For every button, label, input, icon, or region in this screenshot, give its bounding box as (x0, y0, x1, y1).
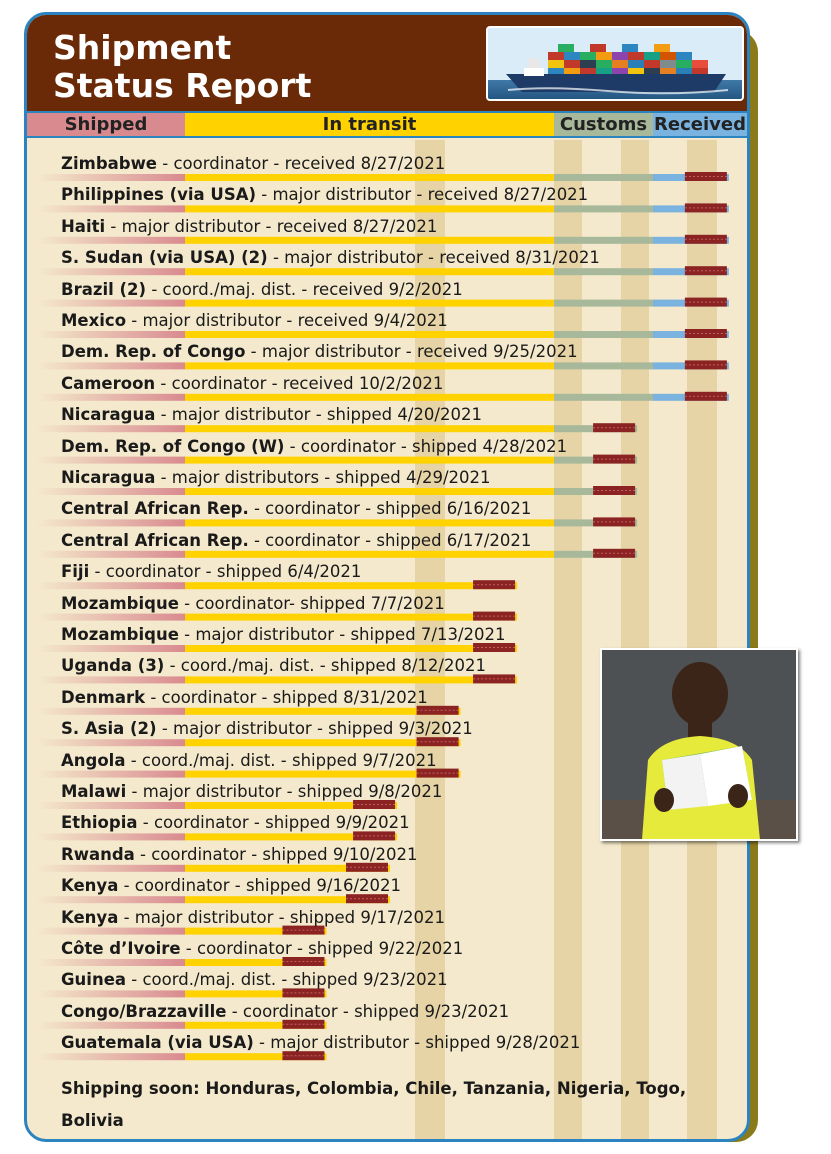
shipment-row-label (61, 967, 448, 993)
shipment-row-label (61, 465, 491, 491)
bar-customs-segment (554, 300, 653, 307)
shipment-row-label (61, 559, 361, 585)
shipment-details: - coordinator - shipped 9/16/2021 (118, 876, 402, 896)
shipment-details: - major distributor - received 8/27/2021 (105, 216, 438, 236)
shipment-details: - coordinator - shipped 9/9/2021 (137, 813, 410, 833)
bar-customs-segment (554, 331, 653, 338)
shipment-row-label (61, 434, 567, 460)
shipment-row-label (61, 214, 437, 240)
shipment-details: - major distributor - shipped 9/28/2021 (253, 1033, 581, 1053)
shipment-destination: Brazil (2) (61, 279, 147, 299)
shipment-details: - major distributor - received 8/31/2021 (267, 248, 600, 268)
shipment-destination: Congo/Brazzaville (61, 1001, 227, 1021)
shipment-destination: Haiti (61, 216, 106, 236)
bar-customs-segment (554, 237, 653, 244)
shipment-row-label (61, 245, 600, 271)
shipment-row-label (61, 622, 506, 648)
shipment-row-label (61, 779, 442, 805)
shipment-row-label (61, 716, 473, 742)
cargo-ship-illustration (488, 28, 744, 101)
shipment-row-label (61, 496, 531, 522)
shipment-details: - major distributor - shipped 9/17/2021 (118, 907, 445, 927)
shipment-destination: Dem. Rep. of Congo (W) (61, 436, 285, 456)
shipment-row-label (61, 873, 401, 899)
stage-header-row (27, 111, 747, 138)
shipment-row-label (61, 591, 445, 617)
background-stripe (621, 140, 649, 1142)
shipment-details: - coordinator - shipped 9/22/2021 (180, 939, 464, 958)
shipment-details: - coordinator - shipped 4/28/2021 (284, 436, 568, 456)
shipment-destination: S. Asia (2) (61, 719, 157, 739)
shipment-destination: Dem. Rep. of Congo (61, 342, 246, 362)
bar-customs-segment (554, 174, 653, 181)
background-stripe (687, 140, 717, 1142)
shipment-row-label (61, 308, 448, 334)
shipment-row-label (61, 685, 428, 711)
child-reading-illustration (602, 650, 796, 839)
shipment-row-label (61, 339, 578, 365)
shipment-destination: Philippines (via USA) (61, 185, 257, 205)
shipment-destination: Kenya (61, 876, 119, 896)
shipment-row-label (61, 371, 443, 397)
shipment-details: - major distributor - shipped 7/13/2021 (178, 625, 506, 644)
shipment-row-label (61, 277, 463, 303)
shipment-details: - coordinator - shipped 6/16/2021 (248, 499, 532, 519)
shipment-details: - coord./maj. dist. - shipped 9/23/2021 (126, 970, 448, 990)
shipment-row-label (61, 842, 417, 868)
shipment-details: - major distributor - received 9/25/2021 (245, 342, 578, 362)
stage-header-received: Received (654, 114, 746, 135)
shipment-details: - coord./maj. dist. - shipped 8/12/2021 (164, 656, 486, 676)
shipment-row-label (61, 936, 463, 962)
shipping-soon-note: Shipping soon: Honduras, Colombia, Chile, Tanzania, Nigeria, Togo, Bolivia (61, 1079, 687, 1130)
cargo-ship-photo (486, 26, 744, 101)
shipment-row-label (61, 653, 486, 679)
child-reading-photo (600, 648, 798, 841)
shipment-details: - coordinator - shipped 9/23/2021 (226, 1001, 510, 1021)
shipment-details: - coordinator - received 8/27/2021 (157, 154, 446, 173)
shipment-details: - major distributor - received 9/4/2021 (126, 311, 448, 330)
stage-header-customs: Customs (554, 113, 653, 136)
shipment-destination: Guinea (61, 970, 127, 990)
report-frame (24, 12, 750, 1142)
shipment-destination: Fiji (61, 562, 90, 582)
title-bar (27, 15, 747, 111)
shipment-row-label (61, 999, 509, 1025)
shipment-destination: Nicaragua (61, 468, 156, 487)
shipment-details: - coordinator - shipped 8/31/2021 (145, 687, 428, 707)
shipment-details: - coordinator - shipped 6/17/2021 (248, 530, 532, 550)
shipment-destination: S. Sudan (via USA) (2) (61, 248, 268, 268)
shipment-details: - major distributor - shipped 4/20/2021 (155, 405, 482, 425)
shipment-destination: Mozambique (61, 625, 179, 644)
shipment-destination: Uganda (3) (61, 656, 165, 676)
shipment-destination: Mexico (61, 311, 127, 330)
shipment-details: - coordinator - shipped 9/10/2021 (134, 844, 418, 864)
shipment-destination: Kenya (61, 907, 119, 927)
shipment-destination: Zimbabwe (61, 154, 158, 173)
shipment-destination: Nicaragua (61, 405, 156, 425)
shipment-details: - coordinator - shipped 6/4/2021 (89, 562, 362, 582)
shipment-destination: Côte d’Ivoire (61, 939, 181, 958)
shipment-destination: Ethiopia (61, 813, 138, 833)
shipment-destination: Denmark (61, 687, 146, 707)
shipment-destination: Guatemala (via USA) (61, 1033, 254, 1053)
shipment-details: - major distributors - shipped 4/29/2021 (155, 468, 491, 487)
page-title: Shipment Status Report (53, 28, 312, 105)
shipment-details: - coordinator - received 10/2/2021 (155, 373, 444, 393)
shipment-details: - coord./maj. dist. - shipped 9/7/2021 (125, 750, 437, 770)
shipment-destination: Mozambique (61, 593, 179, 613)
shipment-details: - major distributor - shipped 9/8/2021 (126, 782, 443, 801)
shipment-row-label (61, 905, 445, 931)
stage-header-shipped: Shipped (27, 113, 185, 136)
shipment-row-label (61, 151, 445, 177)
shipment-destination: Angola (61, 750, 126, 770)
shipment-row-label (61, 748, 437, 774)
background-stripe (554, 140, 582, 1142)
shipment-destination: Central African Rep. (61, 530, 249, 550)
shipment-details: - coord./maj. dist. - received 9/2/2021 (146, 279, 463, 299)
shipment-row-label (61, 810, 410, 836)
stage-header-in-transit: In transit (185, 113, 554, 136)
shipment-destination: Cameroon (61, 373, 156, 393)
shipment-row-label (61, 182, 588, 208)
shipment-row-label (61, 528, 531, 554)
shipment-details: - major distributor - received 8/27/2021 (256, 185, 589, 205)
shipment-destination: Malawi (61, 782, 127, 801)
shipment-row-label (61, 402, 482, 428)
shipment-details: - coordinator- shipped 7/7/2021 (178, 593, 445, 613)
shipment-destination: Central African Rep. (61, 499, 249, 519)
shipment-destination: Rwanda (61, 844, 135, 864)
shipment-details: - major distributor - shipped 9/3/2021 (156, 719, 473, 739)
shipment-row-label (61, 1030, 580, 1056)
bar-customs-segment (554, 394, 653, 401)
